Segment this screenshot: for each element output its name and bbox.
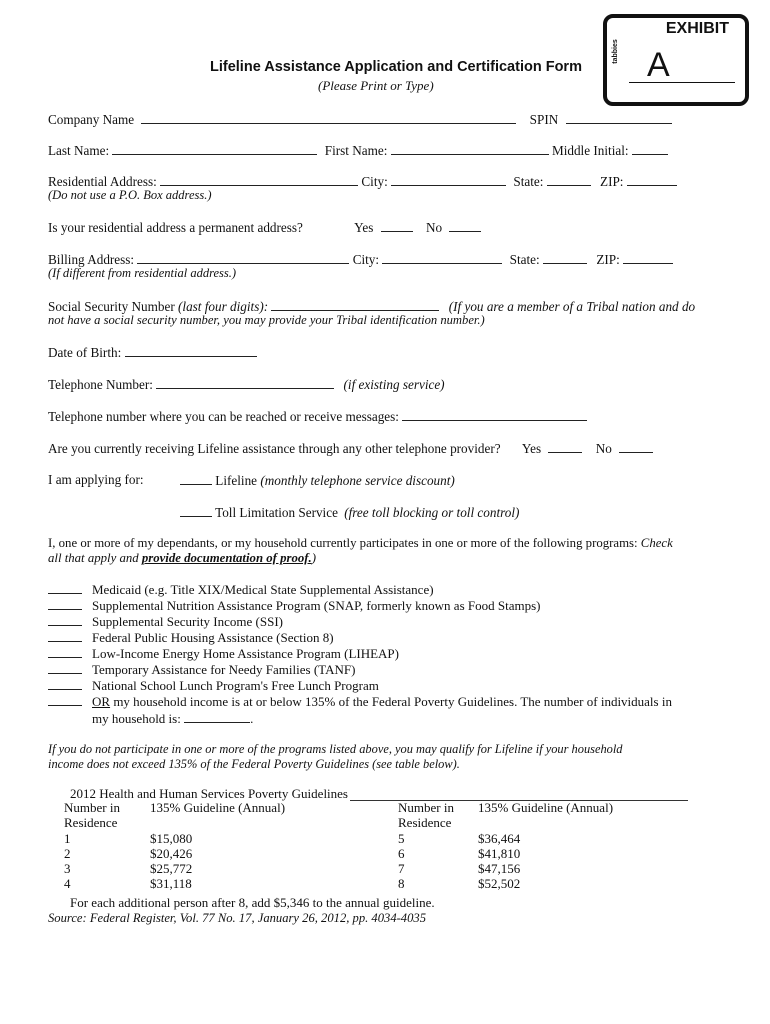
permanent-yes-label: Yes	[354, 220, 374, 235]
last-name-field[interactable]	[112, 142, 317, 155]
form-subtitle: (Please Print or Type)	[318, 78, 434, 93]
billing-note: (If different from residential address.)	[48, 266, 237, 280]
permanent-no-field[interactable]	[449, 219, 481, 232]
table-cell: $47,156	[478, 861, 521, 877]
household-count-row	[92, 710, 253, 727]
billing-zip-field[interactable]	[623, 251, 673, 264]
program-checkbox[interactable]	[48, 646, 82, 658]
program-item	[48, 598, 540, 614]
spin-field[interactable]	[566, 111, 672, 124]
household-count-label: my household is:	[92, 711, 181, 726]
table-cell: $36,464	[478, 830, 521, 846]
table-row	[64, 861, 613, 876]
table-cell: 5	[398, 830, 405, 846]
ssn-hint: (last four digits):	[178, 299, 269, 314]
reach-phone-label: Telephone number where you can be reached or receive messages:	[48, 409, 399, 424]
lifeline-option	[180, 472, 455, 489]
col-guideline-header: 135% Guideline (Annual)	[150, 800, 286, 815]
state-field[interactable]	[547, 173, 591, 186]
reach-phone-field[interactable]	[402, 408, 587, 421]
table-cell: $15,080	[150, 830, 193, 846]
program-item	[48, 630, 334, 646]
first-name-label: First Name:	[324, 143, 388, 158]
table-cell: $52,502	[478, 876, 521, 892]
exhibit-sticker	[603, 14, 749, 106]
company-name-label: Company Name	[48, 112, 135, 127]
table-cell: 7	[398, 861, 405, 877]
col-number-label-2: Residence	[64, 815, 118, 831]
form-title: Lifeline Assistance Application and Certification Form	[210, 59, 582, 75]
zip-field[interactable]	[627, 173, 677, 186]
table-cell: $41,810	[478, 845, 521, 861]
programs-intro-2	[48, 551, 316, 566]
billing-city-field[interactable]	[382, 251, 502, 264]
table-cell: 8	[398, 876, 405, 892]
program-label: Supplemental Nutrition Assistance Program (SNAP, formerly known as Food Stamps)	[92, 598, 541, 613]
income-checkbox[interactable]	[48, 694, 82, 706]
ssn-note-2: not have a social security number, you may provide your Tribal identification number.)	[48, 313, 485, 327]
toll-note: (free toll blocking or toll control)	[344, 505, 520, 520]
receiving-yes-field[interactable]	[548, 440, 582, 453]
table-cell: $20,426	[150, 845, 193, 861]
permanent-question: Is your residential address a permanent address?	[48, 220, 303, 235]
company-name-field[interactable]	[141, 111, 516, 124]
guidelines-additional: For each additional person after 8, add $5,346 to the annual guideline.	[70, 895, 435, 910]
dob-label: Date of Birth:	[48, 345, 122, 360]
company-row	[48, 111, 672, 128]
program-checkbox[interactable]	[48, 614, 82, 626]
billing-zip-label: ZIP:	[596, 252, 620, 267]
telephone-note: (if existing service)	[343, 377, 445, 392]
program-label: National School Lunch Program's Free Lunch Program	[92, 678, 379, 693]
receiving-question: Are you currently receiving Lifeline assistance through any other telephone provider?	[48, 441, 501, 456]
table-cell: 3	[64, 861, 71, 877]
permanent-row	[48, 219, 481, 236]
exhibit-label: EXHIBIT	[665, 20, 729, 37]
table-cell: 4	[64, 876, 71, 892]
table-cell: $25,772	[150, 861, 193, 877]
program-label: Federal Public Housing Assistance (Section 8)	[92, 630, 334, 645]
lifeline-label: Lifeline	[215, 473, 258, 488]
city-label: City:	[361, 174, 388, 189]
col-number-label-2: Residence	[398, 815, 452, 831]
programs-provide: provide documentation of proof.	[141, 551, 312, 565]
lifeline-checkbox[interactable]	[180, 472, 212, 485]
middle-initial-field[interactable]	[632, 142, 668, 155]
col-number-header	[64, 800, 150, 831]
income-or: OR	[92, 694, 111, 709]
billing-state-field[interactable]	[543, 251, 587, 264]
exhibit-line	[629, 82, 735, 83]
table-cell: $31,118	[150, 876, 192, 892]
billing-city-label: City:	[352, 252, 380, 267]
billing-state-label: State:	[509, 252, 540, 267]
state-label: State:	[513, 174, 544, 189]
table-row	[64, 846, 613, 861]
zip-label: ZIP:	[600, 174, 624, 189]
po-box-note: (Do not use a P.O. Box address.)	[48, 188, 212, 202]
program-label: Temporary Assistance for Needy Families (TANF)	[92, 662, 356, 677]
table-row	[64, 831, 613, 846]
ssn-field[interactable]	[271, 298, 439, 311]
name-row	[48, 142, 668, 159]
program-item	[48, 582, 434, 598]
col-number-label-1: Number in	[64, 800, 120, 815]
exhibit-side-text: tabbies	[611, 39, 619, 64]
household-period: .	[250, 711, 254, 726]
toll-checkbox[interactable]	[180, 504, 212, 517]
programs-close: )	[311, 551, 317, 565]
col-guideline-header-right: 135% Guideline (Annual)	[478, 800, 614, 815]
permanent-yes-field[interactable]	[381, 219, 413, 232]
receiving-row	[48, 440, 653, 457]
receiving-yes-label: Yes	[521, 441, 542, 456]
dob-field[interactable]	[125, 344, 257, 357]
program-checkbox[interactable]	[48, 678, 82, 690]
telephone-label: Telephone Number:	[48, 377, 153, 392]
billing-address-field[interactable]	[137, 251, 349, 264]
telephone-field[interactable]	[156, 376, 334, 389]
program-item	[48, 662, 355, 678]
table-cell: 2	[64, 845, 71, 861]
middle-initial-label: Middle Initial:	[551, 143, 629, 158]
guidelines-title: 2012 Health and Human Services Poverty Guidelines	[70, 786, 348, 801]
ssn-label: Social Security Number	[48, 299, 175, 314]
reach-phone-row	[48, 408, 587, 425]
dob-row	[48, 344, 257, 361]
program-label: Medicaid (e.g. Title XIX/Medical State Supplemental Assistance)	[92, 582, 434, 597]
applying-label: I am applying for:	[48, 472, 144, 487]
qualify-note-2: income does not exceed 135% of the Federal Poverty Guidelines (see table below).	[48, 757, 460, 771]
program-item	[48, 646, 399, 662]
table-cell: 1	[64, 830, 71, 846]
telephone-row	[48, 376, 445, 393]
city-field[interactable]	[391, 173, 506, 186]
spin-label: SPIN	[529, 112, 559, 127]
table-header-row	[64, 800, 613, 831]
receiving-no-field[interactable]	[619, 440, 653, 453]
col-number-label-1: Number in	[398, 800, 454, 815]
programs-intro-text: I, one or more of my dependants, or my household currently participates in one or more of the following programs:	[48, 536, 638, 550]
income-text: my household income is at or below 135% of the Federal Poverty Guidelines. The number of individuals in	[110, 694, 672, 709]
programs-check: Check	[640, 536, 673, 550]
household-count-field[interactable]	[184, 710, 250, 723]
programs-intro	[48, 536, 673, 551]
receiving-no-label: No	[595, 441, 612, 456]
lifeline-note: (monthly telephone service discount)	[260, 473, 455, 488]
qualify-note-1: If you do not participate in one or more of the programs listed above, you may qualify for Lifeline if your household	[48, 742, 623, 756]
programs-all-apply: all that apply and	[48, 551, 139, 565]
table-row	[64, 876, 613, 891]
program-checkbox[interactable]	[48, 630, 82, 642]
toll-option	[180, 504, 519, 521]
last-name-label: Last Name:	[48, 143, 110, 158]
exhibit-letter: A	[647, 46, 670, 84]
col-number-header-right	[398, 800, 478, 831]
income-option	[48, 694, 672, 710]
billing-address-label: Billing Address:	[48, 252, 135, 267]
program-checkbox[interactable]	[48, 598, 82, 610]
program-checkbox[interactable]	[48, 582, 82, 594]
ssn-note-1: (If you are a member of a Tribal nation and do	[448, 299, 696, 314]
residential-address-label: Residential Address:	[48, 174, 157, 189]
residential-address-field[interactable]	[160, 173, 358, 186]
program-label: Supplemental Security Income (SSI)	[92, 614, 283, 629]
first-name-field[interactable]	[391, 142, 549, 155]
program-checkbox[interactable]	[48, 662, 82, 674]
guidelines-source: Source: Federal Register, Vol. 77 No. 17, January 26, 2012, pp. 4034-4035	[48, 911, 426, 925]
program-item	[48, 614, 283, 630]
toll-label: Toll Limitation Service	[215, 505, 338, 520]
program-item	[48, 678, 379, 694]
table-cell: 6	[398, 845, 405, 861]
permanent-no-label: No	[425, 220, 443, 235]
guidelines-table	[64, 800, 613, 892]
program-label: Low-Income Energy Home Assistance Program (LIHEAP)	[92, 646, 399, 661]
